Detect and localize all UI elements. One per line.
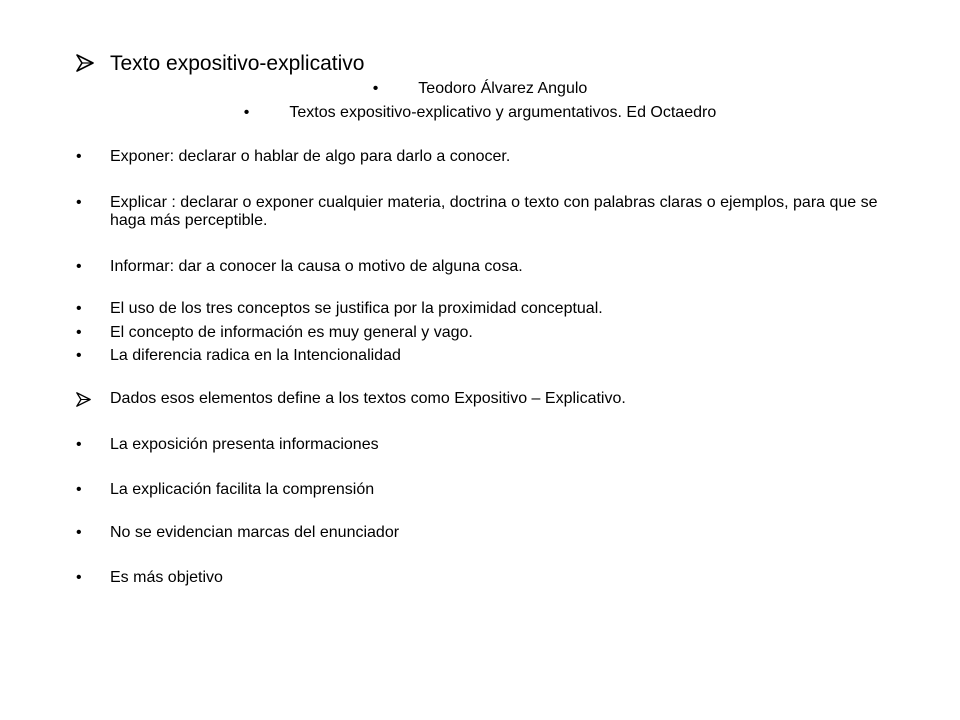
list-item-text: El uso de los tres conceptos se justifica por la proximidad conceptual.: [110, 300, 603, 317]
reference-book-row: [0, 104, 960, 122]
reference-author-row: [0, 80, 960, 98]
bullet-dot: •: [76, 569, 82, 586]
reference-book: Textos expositivo-explicativo y argumentativos. Ed Octaedro: [289, 104, 717, 121]
list-item-text: El concepto de información es muy general y vago.: [110, 324, 473, 341]
bullet-dot: •: [76, 481, 82, 498]
list-item-text: Es más objetivo: [110, 569, 223, 586]
bullet-dot: •: [76, 194, 82, 211]
bullet-dot: •: [76, 300, 82, 317]
bullet-dot: •: [243, 104, 250, 121]
list-item-text: No se evidencian marcas del enunciador: [110, 524, 400, 541]
list-item-text: Dados esos elementos define a los textos como Expositivo – Explicativo.: [110, 390, 626, 407]
list-item-text: Informar: dar a conocer la causa o motivo de alguna cosa.: [110, 258, 523, 275]
list-item-text: Explicar : declarar o exponer cualquier materia, doctrina o texto con palabras claras o ejemplos, para que se haga más perceptible.: [110, 194, 878, 229]
reference-author: Teodoro Álvarez Angulo: [418, 80, 588, 97]
arrow-bullet-icon: [76, 392, 91, 407]
bullet-dot: •: [372, 80, 379, 97]
list-item-text: La explicación facilita la comprensión: [110, 481, 375, 498]
bullet-dot: •: [76, 436, 82, 453]
bullet-dot: •: [76, 258, 82, 275]
bullet-dot: •: [76, 524, 82, 541]
list-item-text: La exposición presenta informaciones: [110, 436, 379, 453]
bullet-dot: •: [76, 324, 82, 341]
list-item-text: Exponer: declarar o hablar de algo para darlo a conocer.: [110, 148, 511, 165]
list-item-text: La diferencia radica en la Intencionalidad: [110, 347, 401, 364]
bullet-dot: •: [76, 347, 82, 364]
bullet-dot: •: [76, 148, 82, 165]
arrow-bullet-icon: [76, 54, 94, 72]
slide-title: Texto expositivo-explicativo: [110, 52, 365, 75]
